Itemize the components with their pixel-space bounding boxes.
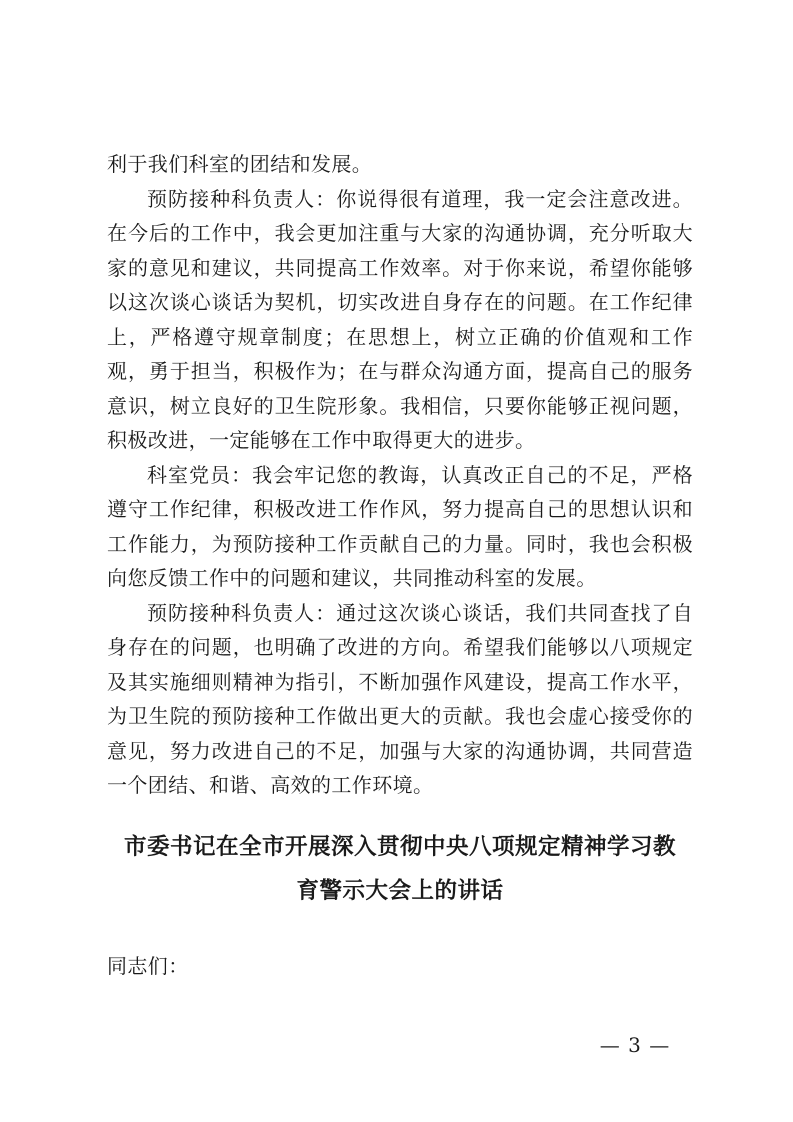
salutation: 同志们： — [107, 954, 189, 978]
speech-title-line-2: 育警示大会上的讲话 — [296, 878, 504, 904]
paragraph-party-member: 科室党员：我会牢记您的教诲，认真改正自己的不足，严格遵守工作纪律，积极改进工作作风，努力提高自己的思想认识和工作能力，为预防接种工作贡献自己的力量。同时，我也会积极向您反馈工作中的问题和建议，共同推动科室的发展。 — [107, 462, 693, 590]
paragraph-responsible-person-2: 预防接种科负责人：通过这次谈心谈话，我们共同查找了自身存在的问题，也明确了改进的方向。希望我们能够以八项规定及其实施细则精神为指引，不断加强作风建设，提高工作水平，为卫生院的预防接种工作做出更大的贡献。我也会虚心接受你的意见，努力改进自己的不足，加强与大家的沟通协调，共同营造一个团结、和谐、高效的工作环境。 — [107, 600, 693, 797]
speech-title — [107, 825, 693, 913]
page-number: — 3 — — [599, 1033, 671, 1057]
paragraph-responsible-person-1: 预防接种科负责人：你说得很有道理，我一定会注意改进。在今后的工作中，我会更加注重与大家的沟通协调，充分听取大家的意见和建议，共同提高工作效率。对于你来说，希望你能够以这次谈心谈话为契机，切实改进自身存在的问题。在工作纪律上，严格遵守规章制度；在思想上，树立正确的价值观和工作观，勇于担当，积极作为；在与群众沟通方面，提高自己的服务意识，树立良好的卫生院形象。我相信，只要你能够正视问题，积极改进，一定能够在工作中取得更大的进步。 — [107, 186, 693, 452]
speech-title-line-1: 市委书记在全市开展深入贯彻中央八项规定精神学习教 — [123, 834, 676, 860]
paragraph-continuation: 利于我们科室的团结和发展。 — [107, 152, 373, 176]
body-text — [107, 147, 693, 803]
